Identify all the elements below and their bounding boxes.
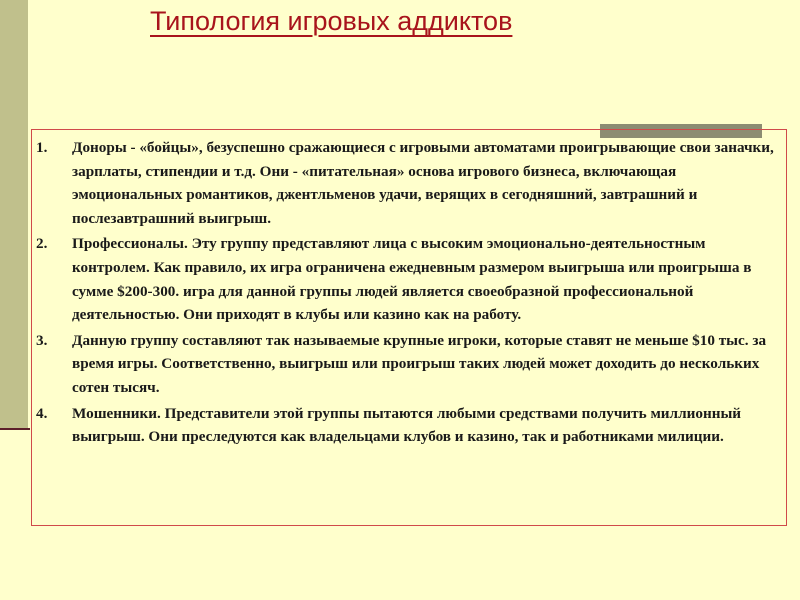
list-item-text: Данную группу составляют так называемые крупные игроки, которые ставят не меньше $10 тыс. за время игры. Соответственно, выигрыш или проигрыш таких людей может доходить до нескольких сотен тысяч. [72, 331, 767, 396]
left-decorative-bar [0, 0, 28, 428]
list-item-number: 4. [36, 404, 48, 422]
left-divider-line [0, 428, 30, 430]
list-item-number: 1. [36, 139, 48, 156]
typology-list [36, 136, 782, 451]
list-item [36, 329, 782, 400]
list-item-number: 2. [36, 235, 48, 253]
list-item [36, 136, 782, 230]
list-item-number: 3. [36, 331, 48, 349]
list-item-text: Профессионалы. Эту группу представляют лица с высоким эмоционально-деятельностным контролем. Как правило, их игра ограничена ежедневным размером выигрыша или проигрыша в сумме $200-300. игра для данной группы людей является своеобразной профессиональной деятельностью. Они приходят в клубы или казино как на работу. [72, 235, 752, 324]
slide-title: Типология игровых аддиктов [150, 6, 513, 36]
list-item-text: Доноры - «бойцы», безуспешно сражающиеся с игровыми автоматами проигрывающие свои заначки, зарплаты, стипендии и т.д. Они - «питательная» основа игрового бизнеса, включающая эмоциональных романтиков, джентльменов удачи, верящих в сегодняшний, завтрашний и послезавтрашний выигрыш. [72, 139, 774, 227]
list-item-text: Мошенники. Представители этой группы пытаются любыми средствами получить миллионный выигрыш. Они преследуются как владельцами клубов и казино, так и работниками милиции. [72, 404, 742, 446]
list-item [36, 232, 782, 326]
list-item [36, 402, 782, 449]
